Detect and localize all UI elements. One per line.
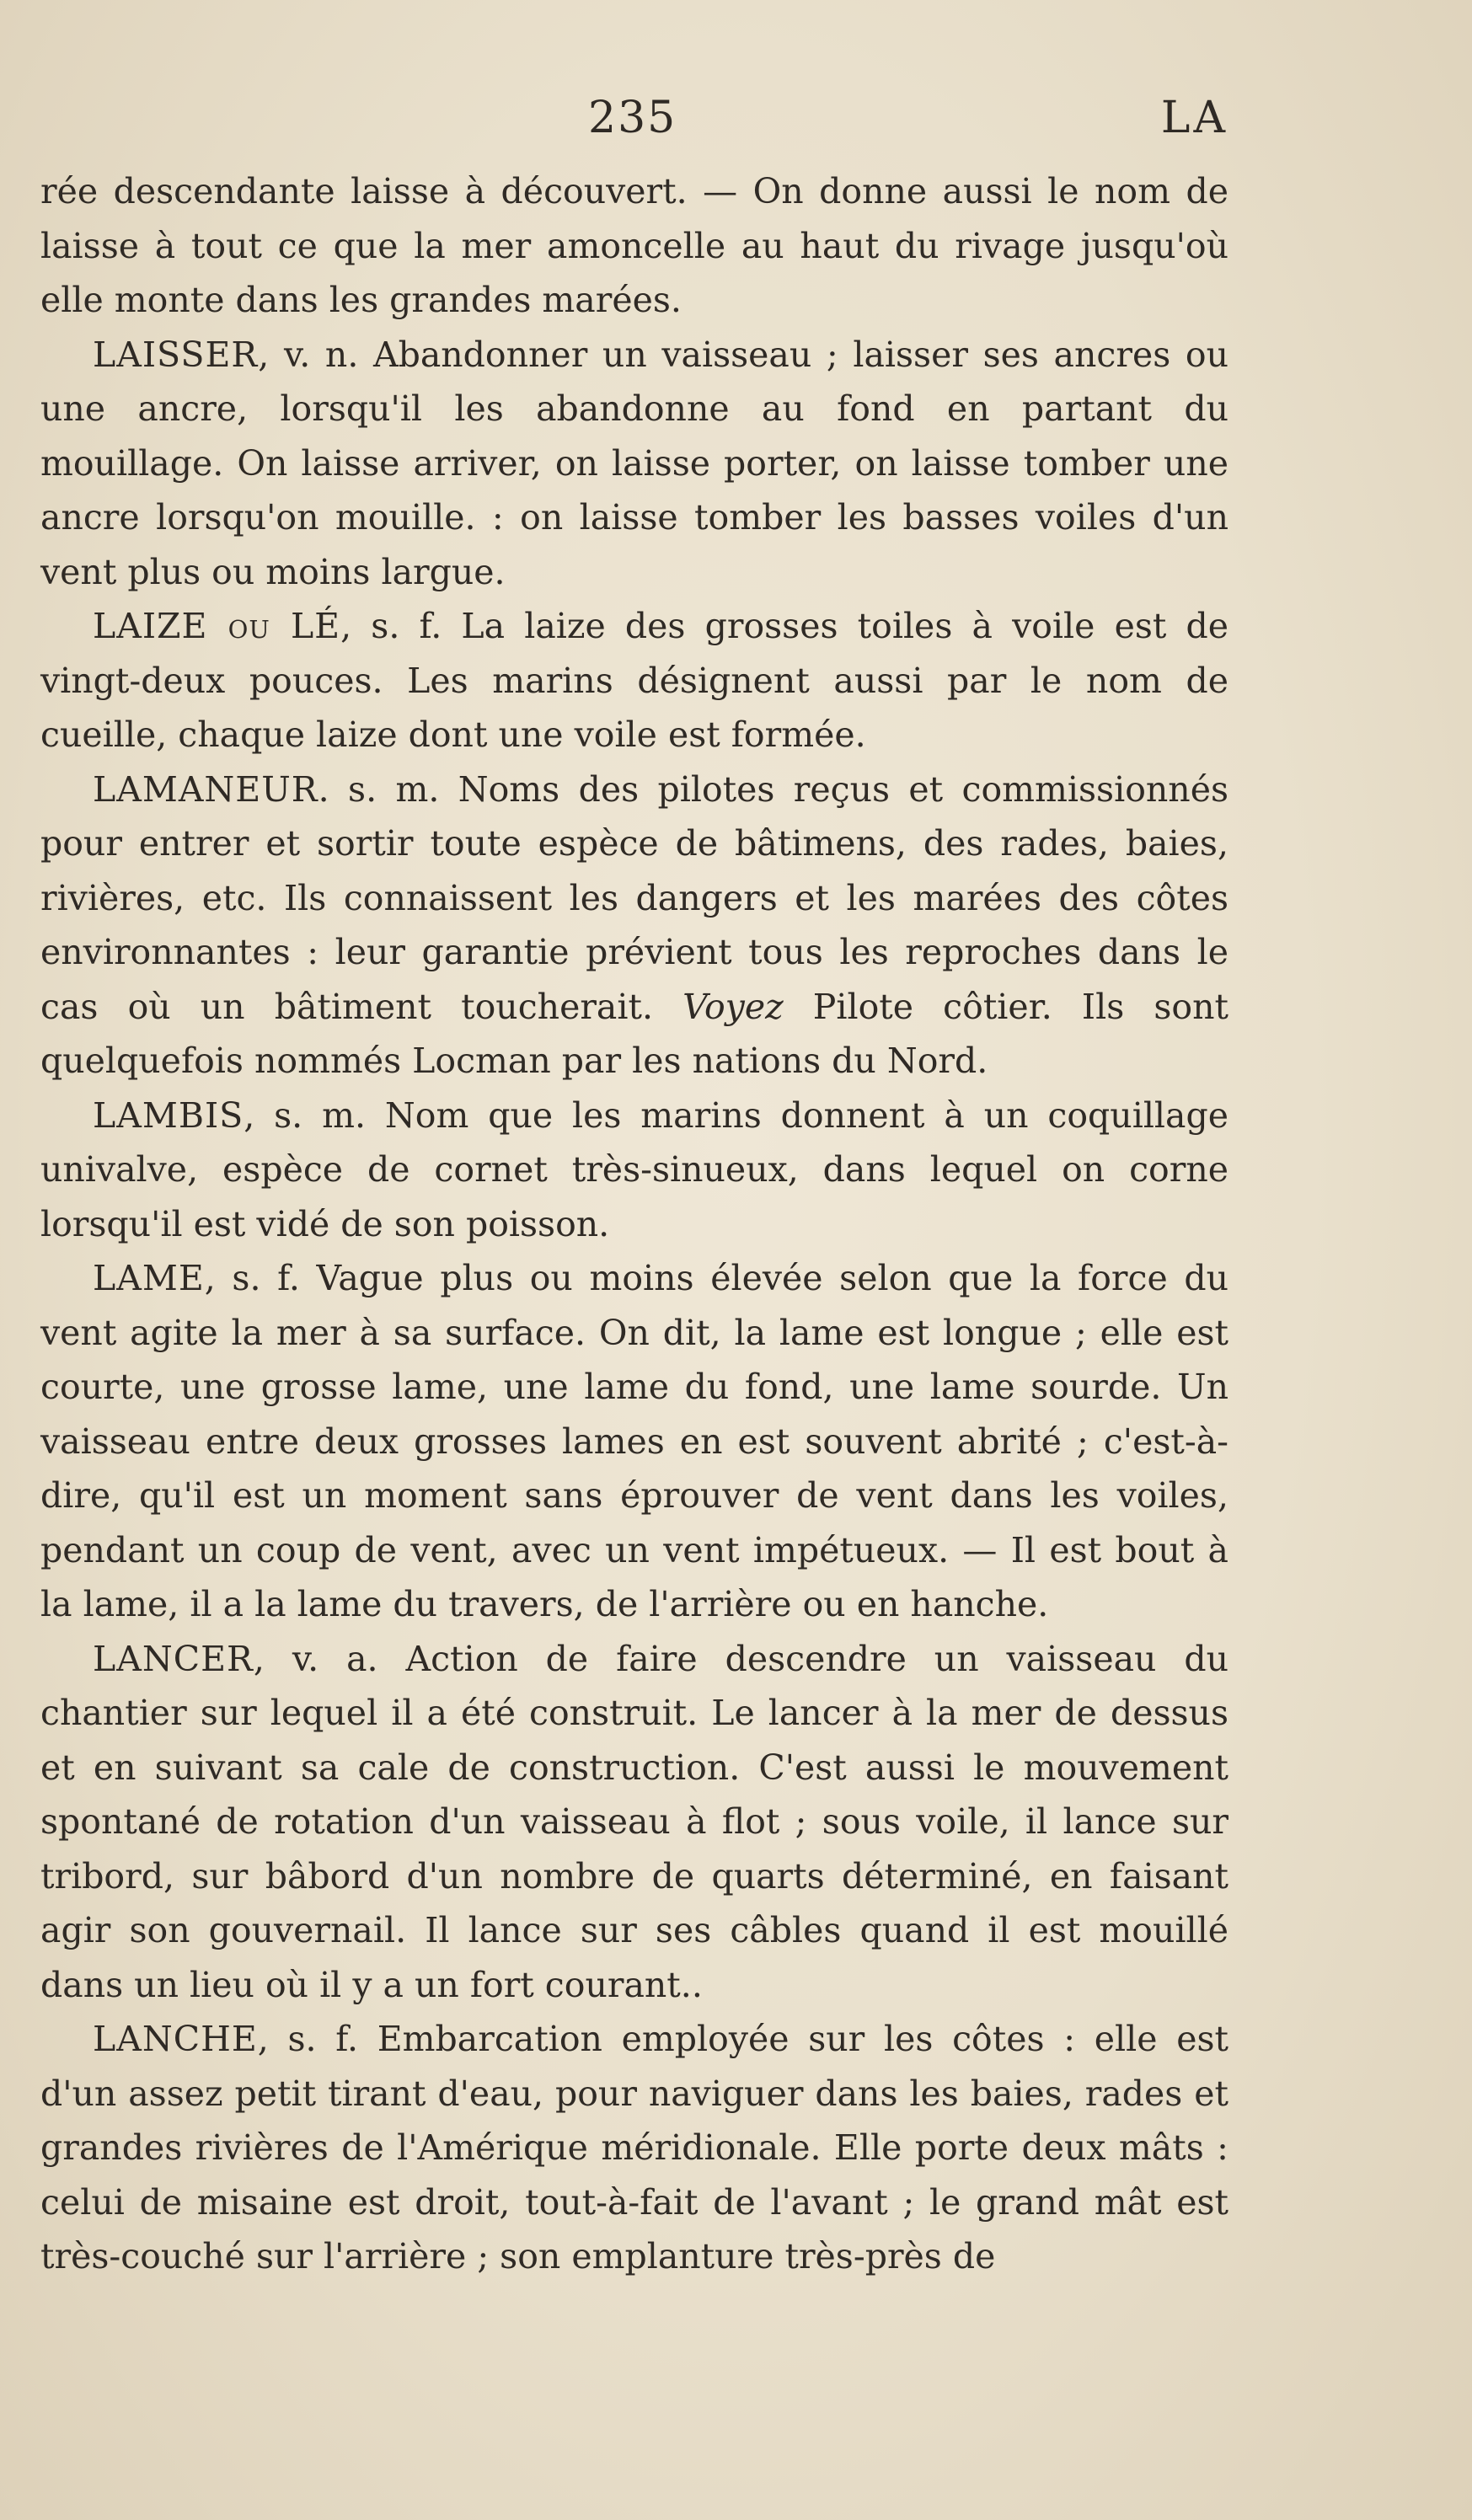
entry-term: LAMBIS — [93, 1094, 244, 1136]
entry-term: LANCHE — [93, 2019, 258, 2059]
entry-definition: . s. m. Noms des pilotes reçus et commissionnés pour entrer et sortir toute espèce de bâtimens, des rades, baies, rivières, etc. Ils connaissent les dangers et les marées des côtes environnantes : leur garantie prévient tous les reproches dans le cas où un bâtiment toucherait. — [40, 768, 1228, 1027]
continuation-text: rée descendante laisse à découvert. — On donne aussi le nom de laisse à tout ce que la mer amoncelle au haut du rivage jusqu'où elle monte dans les grandes marées. — [40, 171, 1228, 320]
continuation-paragraph — [40, 164, 1228, 328]
page-header — [40, 93, 1228, 143]
entry-lame — [40, 1251, 1228, 1632]
cross-reference: Voyez — [682, 986, 784, 1027]
entry-definition: , s. m. Nom que les marins donnent à un coquillage univalve, espèce de cornet très-sinueux, dans lequel on corne lorsqu'il est vidé de son poisson. — [40, 1094, 1228, 1244]
entry-lamaneur — [40, 762, 1228, 1089]
entry-term: LAMANEUR — [93, 768, 318, 810]
entry-definition-end: Pilote côtier. Ils sont quelquefois nommés Locman par les nations du Nord. — [40, 986, 1228, 1081]
entry-laisser — [40, 328, 1228, 600]
entry-definition: , v. a. Action de faire descendre un vaisseau du chantier sur lequel il a été construit. Le lancer à la mer de dessus et en suivant sa cale de construction. C'est aussi le mouvement spontané de rotation d'un vaisseau à flot ; sous voile, il lance sur tribord, sur bâbord d'un nombre de quarts déterminé, en faisant agir son gouvernail. Il lance sur ses câbles quand il est mouillé dans un lieu où il y a un fort courant.. — [40, 1638, 1228, 2005]
entry-definition: , s. f. Vague plus ou moins élevée selon que la force du vent agite la mer à sa surface. On dit, la lame est longue ; elle est courte, une grosse lame, une lame du fond, une lame sourde. Un vaisseau entre deux grosses lames en est souvent abrité ; c'est-à-dire, qu'il est un moment sans éprouver de vent dans les voiles, pendant un coup de vent, avec un vent impétueux. — Il est bout à la lame, il a la lame du travers, de l'arrière ou en hanche. — [40, 1258, 1228, 1624]
entry-lancer — [40, 1632, 1228, 2013]
entry-definition: , s. f. Embarcation employée sur les côtes : elle est d'un assez petit tirant d'eau, pour naviguer dans les baies, rades et grandes rivières de l'Amérique méridionale. Elle porte deux mâts : celui de misaine est droit, tout-à-fait de l'avant ; le grand mât est très-couché sur l'arrière ; son emplanture très-près de — [40, 2019, 1228, 2277]
entry-term: LAISSER — [93, 334, 259, 375]
entry-definition: , v. n. Abandonner un vaisseau ; laisser ses ancres ou une ancre, lorsqu'il les abandonne au fond en partant du mouillage. On laisse arriver, on laisse porter, on laisse tomber une ancre lorsqu'on mouille. : on laisse tomber les basses voiles d'un vent plus ou moins largue. — [40, 334, 1228, 592]
entry-term: LANCER — [93, 1638, 254, 1679]
dictionary-body — [40, 164, 1228, 2284]
running-head: LA — [1160, 93, 1228, 143]
page-number: 235 — [588, 93, 677, 143]
entry-lambis — [40, 1089, 1228, 1252]
entry-lanche — [40, 2012, 1228, 2284]
entry-term: LAME — [93, 1258, 205, 1298]
entry-laize — [40, 599, 1228, 762]
entry-definition: , s. f. La laize des grosses toiles à voile est de vingt-deux pouces. Les marins désignent aussi par le nom de cueille, chaque laize dont une voile est formée. — [40, 606, 1229, 755]
entry-term: LAIZE ou LÉ — [93, 606, 341, 646]
